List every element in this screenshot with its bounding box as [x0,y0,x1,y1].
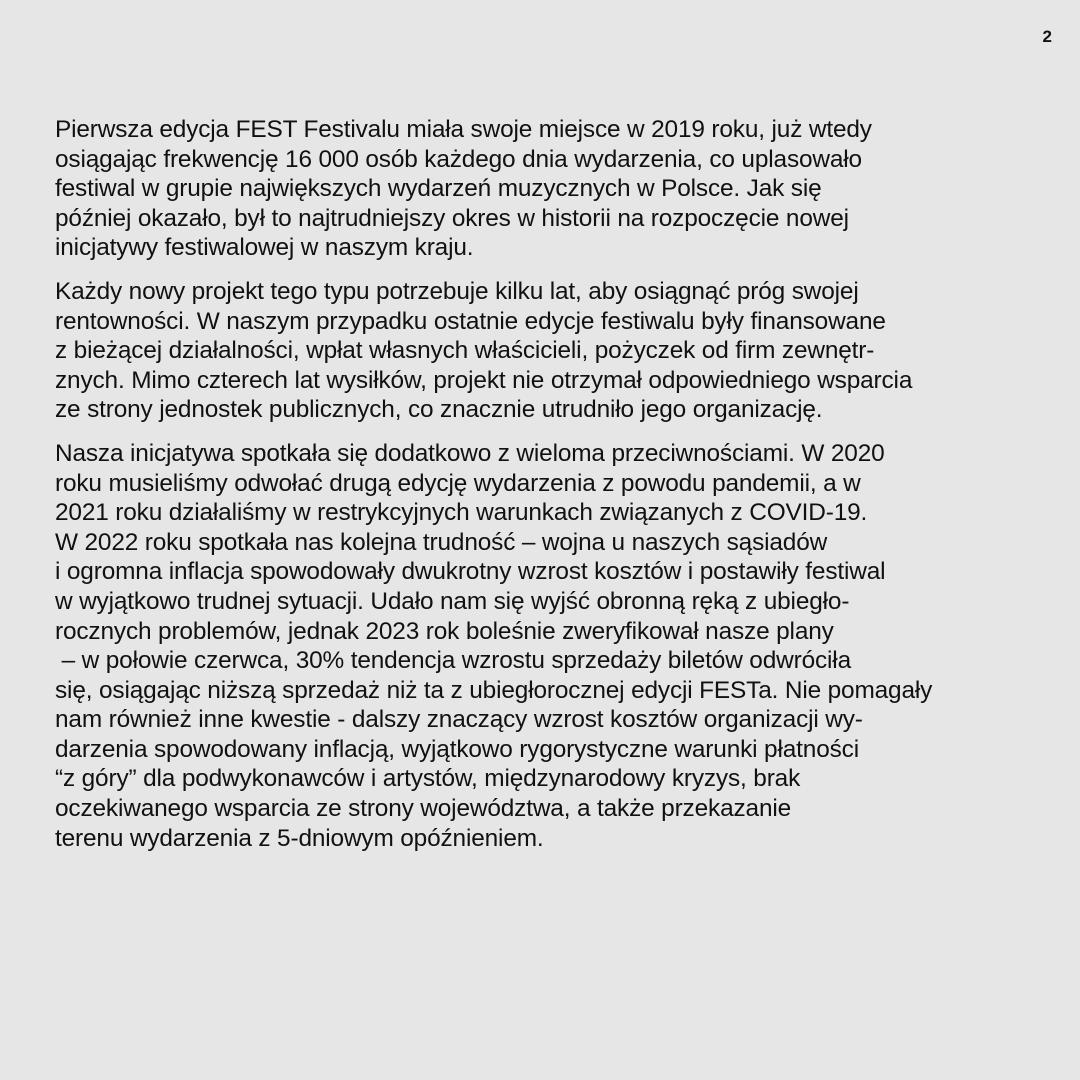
text-line: festiwal w grupie największych wydarzeń muzycznych w Polsce. Jak się [55,175,822,203]
text-line: rocznych problemów, jednak 2023 rok boleśnie zweryfikował nasze plany [55,617,834,645]
paragraph-3 [55,439,1045,853]
text-line: 2021 roku działaliśmy w restrykcyjnych warunkach związanych z COVID-19. [55,499,868,527]
text-line: w wyjątkowo trudnej sytuacji. Udało nam się wyjść obronną ręką z ubiegło- [55,587,850,615]
text-line: – w połowie czerwca, 30% tendencja wzrostu sprzedaży biletów odwróciła [55,647,851,675]
text-line: Nasza inicjatywa spotkała się dodatkowo z wieloma przeciwnościami. W 2020 [55,439,885,467]
text-line: później okazało, był to najtrudniejszy okres w historii na rozpoczęcie nowej [55,204,849,232]
text-line: ze strony jednostek publicznych, co znacznie utrudniło jego organizację. [55,396,823,424]
text-line: nam również inne kwestie - dalszy znaczący wzrost kosztów organizacji wy- [55,706,863,734]
text-line: Każdy nowy projekt tego typu potrzebuje kilku lat, aby osiągnąć próg swojej [55,277,859,305]
text-line: Pierwsza edycja FEST Festivalu miała swoje miejsce w 2019 roku, już wtedy [55,116,872,143]
text-line: oczekiwanego wsparcia ze strony województwa, a także przekazanie [55,795,792,823]
text-line: znych. Mimo czterech lat wysiłków, projekt nie otrzymał odpowiedniego wsparcia [55,366,913,394]
text-line: W 2022 roku spotkała nas kolejna trudność – wojna u naszych sąsiadów [55,528,828,556]
text-line: “z góry” dla podwykonawców i artystów, międzynarodowy kryzys, brak [55,765,801,793]
text-line: rentowności. W naszym przypadku ostatnie edycje festiwalu były finansowane [55,307,886,335]
text-line: z bieżącej działalności, wpłat własnych właścicieli, pożyczek od firm zewnętr- [55,337,875,365]
text-line: i ogromna inflacja spowodowały dwukrotny wzrost kosztów i postawiły festiwal [55,558,886,586]
text-line: osiągając frekwencję 16 000 osób każdego dnia wydarzenia, co uplasowało [55,145,862,173]
paragraph-1 [55,115,1045,263]
text-line: terenu wydarzenia z 5-dniowym opóźnieniem. [55,824,544,852]
text-line: darzenia spowodowany inflacją, wyjątkowo rygorystyczne warunki płatności [55,735,859,763]
text-line: roku musieliśmy odwołać drugą edycję wydarzenia z powodu pandemii, a w [55,469,861,497]
document-body [55,115,1045,867]
text-line: się, osiągając niższą sprzedaż niż ta z ubiegłorocznej edycji FESTa. Nie pomagały [55,676,933,704]
text-line: inicjatywy festiwalowej w naszym kraju. [55,234,474,262]
page-number: 2 [1042,27,1052,46]
paragraph-2 [55,277,1045,425]
